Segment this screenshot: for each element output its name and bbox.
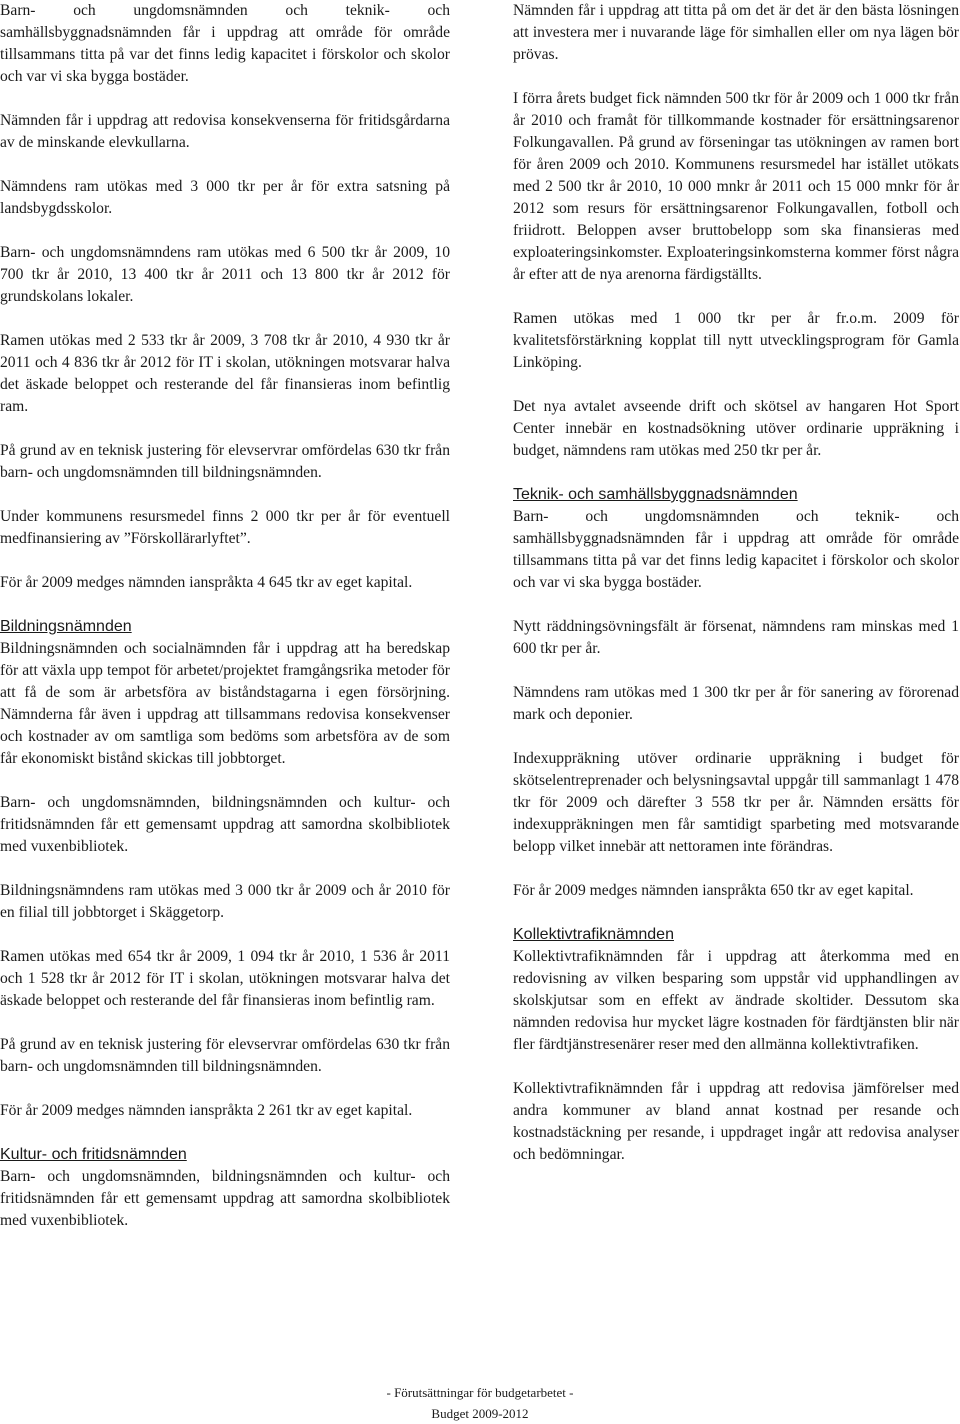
paragraph: Nämndens ram utökas med 1 300 tkr per år för sanering av förorenad mark och deponier.: [513, 684, 959, 723]
paragraph: För år 2009 medges nämnden ianspråkta 2 261 tkr av eget kapital.: [0, 1102, 413, 1119]
paragraph: Kollektivtrafiknämnden får i uppdrag att återkomma med en redovisning av vilken besparing som uppstår vid upphandlingen av skolskjutsar som en effekt av ändrade skoltider. Dessutom ska nämnden redovisa hur mycket lägre kostnaden för färdtjänsten blir när fler färdtjänstresenärer reser med den allmänna kollektivtrafiken.: [513, 948, 959, 1053]
paragraph: Barn- och ungdomsnämndens ram utökas med 6 500 tkr år 2009, 10 700 tkr år 2010, 13 400 tkr år 2011 och 13 800 tkr år 2012 för grundskolans lokaler.: [0, 244, 450, 305]
paragraph: Nämnden får i uppdrag att redovisa konsekvenserna för fritidsgårdarna av de minskande elevkullarna.: [0, 112, 450, 151]
paragraph: Bildningsnämndens ram utökas med 3 000 tkr år 2009 och år 2010 för en filial till jobbtorget i Skäggetorp.: [0, 882, 450, 921]
left-column: [0, 0, 450, 1254]
paragraph: För år 2009 medges nämnden ianspråkta 4 645 tkr av eget kapital.: [0, 574, 413, 591]
paragraph: På grund av en teknisk justering för elevservrar omfördelas 630 tkr från barn- och ungdomsnämnden till bildningsnämnden.: [0, 442, 450, 481]
section-heading-kultur-och-fritidsnamnden: Kultur- och fritidsnämnden: [0, 1146, 187, 1163]
paragraph: För år 2009 medges nämnden ianspråkta 650 tkr av eget kapital.: [513, 882, 914, 899]
paragraph: Barn- och ungdomsnämnden och teknik- och samhällsbyggnadsnämnden får i uppdrag att område för område tillsammans titta på var det finns ledig kapacitet i förskolor och skolor och var vi ska bygga bostäder.: [513, 508, 959, 591]
paragraph: Nämndens ram utökas med 3 000 tkr per år för extra satsning på landsbygdsskolor.: [0, 178, 450, 217]
paragraph: Nämnden får i uppdrag att titta på om det är det är den bästa lösningen att investera mer i nuvarande läge för simhallen eller om nya lägen bör prövas.: [513, 2, 959, 63]
section-heading-teknik-och-samhallsbyggnadsnamnden: Teknik- och samhällsbyggnadsnämnden: [513, 486, 798, 503]
footer-budget-period: Budget 2009-2012: [431, 1406, 529, 1421]
paragraph: På grund av en teknisk justering för elevservrar omfördelas 630 tkr från barn- och ungdomsnämnden till bildningsnämnden.: [0, 1036, 450, 1075]
paragraph: Ramen utökas med 654 tkr år 2009, 1 094 tkr år 2010, 1 536 år 2011 och 1 528 tkr år 2012 för IT i skolan, utökningen motsvarar halva det äskade beloppet och resterande del får finansieras inom befintlig ram.: [0, 948, 450, 1009]
right-column: [513, 0, 959, 1188]
paragraph: Ramen utökas med 1 000 tkr per år fr.o.m. 2009 för kvalitetsförstärkning kopplat till nytt utvecklingsprogram för Gamla Linköping.: [513, 310, 959, 371]
paragraph: Barn- och ungdomsnämnden, bildningsnämnden och kultur- och fritidsnämnden får ett gemensamt uppdrag att samordna skolbibliotek med vuxenbibliotek.: [0, 794, 450, 855]
paragraph: Barn- och ungdomsnämnden och teknik- och samhällsbyggnadsnämnden får i uppdrag att område för område tillsammans titta på var det finns ledig kapacitet i förskolor och skolor och var vi ska bygga bostäder.: [0, 2, 450, 85]
footer-title: - Förutsättningar för budgetarbetet -: [386, 1385, 574, 1400]
paragraph: I förra årets budget fick nämnden 500 tkr för år 2009 och 1 000 tkr från år 2010 och framåt för tillkommande kostnader för ersättningsarenor Folkungavallen. På grund av förseningar tas utökningen av ramen bort för åren 2009 och 2010. Kommunens resursmedel har istället utökats med 2 500 tkr år 2010, 10 000 mnkr år 2011 och 15 000 mnkr för år 2012 som resurs för ersättningsarenor Folkungavallen, fotboll och friidrott. Beloppen avser bruttobelopp som ska finansieras med exploateringsinkomster. Exploateringsinkomsterna kommer först några år efter att de nya arenorna färdigställts.: [513, 90, 959, 283]
paragraph: Det nya avtalet avseende drift och skötsel av hangaren Hot Sport Center innebär en kostnadsökning utöver ordinarie uppräkning i budget, nämndens ram utökas med 250 tkr per år.: [513, 398, 959, 459]
section-heading-kollektivtrafiknamnden: Kollektivtrafiknämnden: [513, 926, 674, 943]
paragraph: Indexuppräkning utöver ordinarie uppräkning i budget för skötselentreprenader och belysningsavtal uppgår till sammanlagt 1 478 tkr för 2009 och därefter 3 558 tkr per år. Nämnden ersätts för indexuppräkningen men får samtidigt sparbeting med motsvarande belopp vilket innebär att nettoramen inte förändras.: [513, 750, 959, 855]
paragraph: Nytt räddningsövningsfält är försenat, nämndens ram minskas med 1 600 tkr per år.: [513, 618, 959, 657]
paragraph: Bildningsnämnden och socialnämnden får i uppdrag att ha beredskap för att växla upp tempot för arbetet/projektet framgångsrika metoder för att få de som är arbetsföra av biståndstagarna i egen försörjning. Nämnderna får även i uppdrag att tillsammans redovisa konsekvenser och kostnader av om samtliga som bedöms som arbetsföra av de som får ekonomiskt bistånd skickas till jobbtorget.: [0, 640, 450, 767]
paragraph: Under kommunens resursmedel finns 2 000 tkr per år för eventuell medfinansiering av ”Förskollärarlyftet”.: [0, 508, 450, 547]
paragraph: Ramen utökas med 2 533 tkr år 2009, 3 708 tkr år 2010, 4 930 tkr år 2011 och 4 836 tkr år 2012 för IT i skolan, utökningen motsvarar halva det äskade beloppet och resterande del får finansieras inom befintlig ram.: [0, 332, 450, 415]
paragraph: Kollektivtrafiknämnden får i uppdrag att redovisa jämförelser med andra kommuner av bland annat kostnad per resande och kostnadstäckning per resande, i uppdraget ingår att redovisa analyser och bedömningar.: [513, 1080, 959, 1163]
paragraph: Barn- och ungdomsnämnden, bildningsnämnden och kultur- och fritidsnämnden får ett gemensamt uppdrag att samordna skolbibliotek med vuxenbibliotek.: [0, 1168, 450, 1229]
section-heading-bildningsnamnden: Bildningsnämnden: [0, 618, 132, 635]
